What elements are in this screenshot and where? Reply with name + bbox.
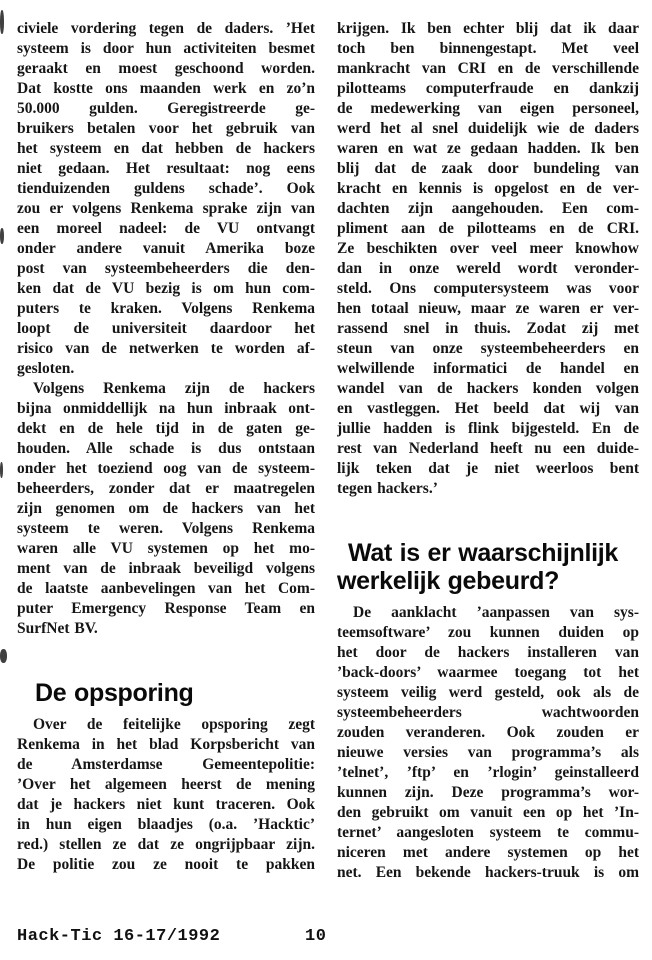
text-line: het systeem en dat hebben de hackers: [17, 140, 315, 157]
text-line: onder het toeziend oog van de systeem-: [17, 460, 315, 477]
text-line: civiele vordering tegen de daders. ’Het: [17, 20, 315, 37]
text-line: werd het al snel duidelijk wie de daders: [337, 120, 639, 137]
text-line: een moreel nadeel: de VU ontvangt: [17, 220, 315, 237]
text-line: risico van de netwerken te worden af-: [17, 340, 315, 357]
text-line: ’telnet’, ’ftp’ en ’rlogin’ geinstalleerd: [337, 764, 639, 781]
heading-line: De opsporing: [35, 679, 194, 707]
text-line: tienduizenden guldens schade’. Ook: [17, 180, 315, 197]
text-line: Over de feitelijke opsporing zegt: [33, 716, 315, 733]
text-line: den gebruikt om vanuit een op het ’In-: [337, 804, 639, 821]
scan-artifact: [0, 10, 4, 34]
text-line: ’Over het algemeen heerst de mening: [17, 776, 315, 793]
footer-issue-label: Hack-Tic 16-17/1992: [17, 927, 221, 946]
text-line: rest van Nederland heeft nu een duide-: [337, 440, 639, 457]
text-line: jullie hadden is flink bijgesteld. En de: [337, 420, 639, 437]
text-line: ’back-doors’ waarmee toegang tot het: [337, 664, 639, 681]
text-line: in hun eigen blaadjes (o.a. ’Hacktic’: [17, 816, 315, 833]
text-line: wandel van de hackers konden volgen: [337, 380, 639, 397]
text-line: Volgens Renkema zijn de hackers: [33, 380, 315, 397]
text-line: ken dat de VU bezig is om hun com-: [17, 280, 315, 297]
text-line: Ze beschikten over veel meer knowhow: [337, 240, 639, 257]
text-line: tegen hackers.’: [337, 480, 438, 497]
scan-artifact: [0, 462, 3, 478]
text-line: lijk teken dat je niet weerloos bent: [337, 460, 639, 477]
text-line: puter Emergency Response Team en: [17, 600, 315, 617]
text-line: onder andere vanuit Amerika boze: [17, 240, 315, 257]
right-column: [337, 19, 639, 883]
text-line: pliment aan de pilotteams en de CRI.: [337, 220, 639, 237]
text-line: puters te kraken. Volgens Renkema: [17, 300, 315, 317]
text-line: geraakt en moest geschoond worden.: [17, 60, 315, 77]
text-line: zou er volgens Renkema sprake zijn van: [17, 200, 315, 217]
page-footer: [17, 927, 637, 951]
footer-page-number: 10: [305, 927, 327, 946]
section-heading: [17, 679, 315, 707]
text-line: systeem veilig werd gesteld, ook als de: [337, 684, 639, 701]
heading-line: Wat is er waarschijnlijk: [348, 539, 618, 567]
text-line: red.) stellen ze dat ze ongrijpbaar zijn.: [17, 836, 315, 853]
text-line: loopt de universiteit daardoor het: [17, 320, 315, 337]
text-line: Dat kostte ons maanden werk en zo’n: [17, 80, 315, 97]
text-line: ternet’ aangesloten systeem te commu-: [337, 824, 639, 841]
heading-line: werkelijk gebeurd?: [337, 567, 560, 595]
text-line: 50.000 gulden. Geregistreerde ge-: [17, 100, 315, 117]
text-line: welwillende informatici de handel en: [337, 360, 639, 377]
text-line: dan in onze wereld wordt veronder-: [337, 260, 639, 277]
text-line: toch ben binnengestapt. Met veel: [337, 40, 639, 57]
scan-artifact: [0, 649, 7, 663]
text-line: systeem te weren. Volgens Renkema: [17, 520, 315, 537]
left-column: [17, 19, 315, 875]
text-line: en vastleggen. Het beeld dat wij van: [337, 400, 639, 417]
text-line: rassend snel in thuis. Zodat zij met: [337, 320, 639, 337]
text-line: teemsoftware’ zou kunnen duiden op: [337, 624, 639, 641]
section-heading: [337, 539, 639, 595]
text-line: dekt en de hele tijd in de gaten ge-: [17, 420, 315, 437]
text-line: steun van onze systeembeheerders en: [337, 340, 639, 357]
text-line: de Amsterdamse Gemeentepolitie:: [17, 756, 315, 773]
text-line: gesloten.: [17, 360, 75, 377]
text-line: dachten zijn aangehouden. Een com-: [337, 200, 639, 217]
text-line: systeembeheerders wachtwoorden: [337, 704, 639, 721]
paragraph: [337, 603, 639, 883]
text-line: kunnen zijn. Deze programma’s wor-: [337, 784, 639, 801]
text-line: het door de hackers installeren van: [337, 644, 639, 661]
paragraph: [337, 19, 639, 499]
text-line: mankracht van CRI en de verschillende: [337, 60, 639, 77]
text-line: bijna onmiddellijk na hun inbraak ont-: [17, 400, 315, 417]
text-line: waren alle VU systemen op het mo-: [17, 540, 315, 557]
text-line: systeem is door hun activiteiten besmet: [17, 40, 315, 57]
text-line: ment van de inbraak beveiligd volgens: [17, 560, 315, 577]
text-line: niceren met andere systemen op het: [337, 844, 639, 861]
text-line: dat je hackers niet kunt traceren. Ook: [17, 796, 315, 813]
text-line: nieuwe versies van programma’s als: [337, 744, 639, 761]
text-line: de medewerking van eigen personeel,: [337, 100, 639, 117]
text-line: net. Een bekende hackers-truuk is om: [337, 864, 639, 881]
text-line: De politie zou ze nooit te pakken: [17, 856, 315, 873]
text-line: zijn genomen om de hackers van het: [17, 500, 315, 517]
text-line: blij dat de zaak door bundeling van: [337, 160, 639, 177]
text-line: zouden veranderen. Ook zouden er: [337, 724, 639, 741]
text-line: SurfNet BV.: [17, 620, 98, 637]
text-line: kracht en kennis is opgelost en de ver-: [337, 180, 639, 197]
text-line: beheerders, zonder dat er maatregelen: [17, 480, 315, 497]
text-line: pilotteams computerfraude en dankzij: [337, 80, 639, 97]
scan-artifact: [0, 228, 4, 244]
text-line: de laatste aanbevelingen van het Com-: [17, 580, 315, 597]
text-line: hen totaal nieuw, maar ze waren er ver-: [337, 300, 639, 317]
paragraph: [17, 19, 315, 379]
text-line: De aanklacht ’aanpassen van sys-: [353, 604, 639, 621]
paragraph: [17, 715, 315, 875]
text-line: niet gedaan. Het resultaat: nog eens: [17, 160, 315, 177]
text-line: waren en wat ze gedaan hadden. Ik ben: [337, 140, 639, 157]
text-line: bruikers betalen voor het gebruik van: [17, 120, 315, 137]
text-line: post van systeembeheerders die den-: [17, 260, 315, 277]
paragraph: [17, 379, 315, 639]
text-line: steld. Ons computersysteem was voor: [337, 280, 639, 297]
text-line: Renkema in het blad Korpsbericht van: [17, 736, 315, 753]
text-line: krijgen. Ik ben echter blij dat ik daar: [337, 20, 639, 37]
text-line: houden. Alle schade is dus ontstaan: [17, 440, 315, 457]
